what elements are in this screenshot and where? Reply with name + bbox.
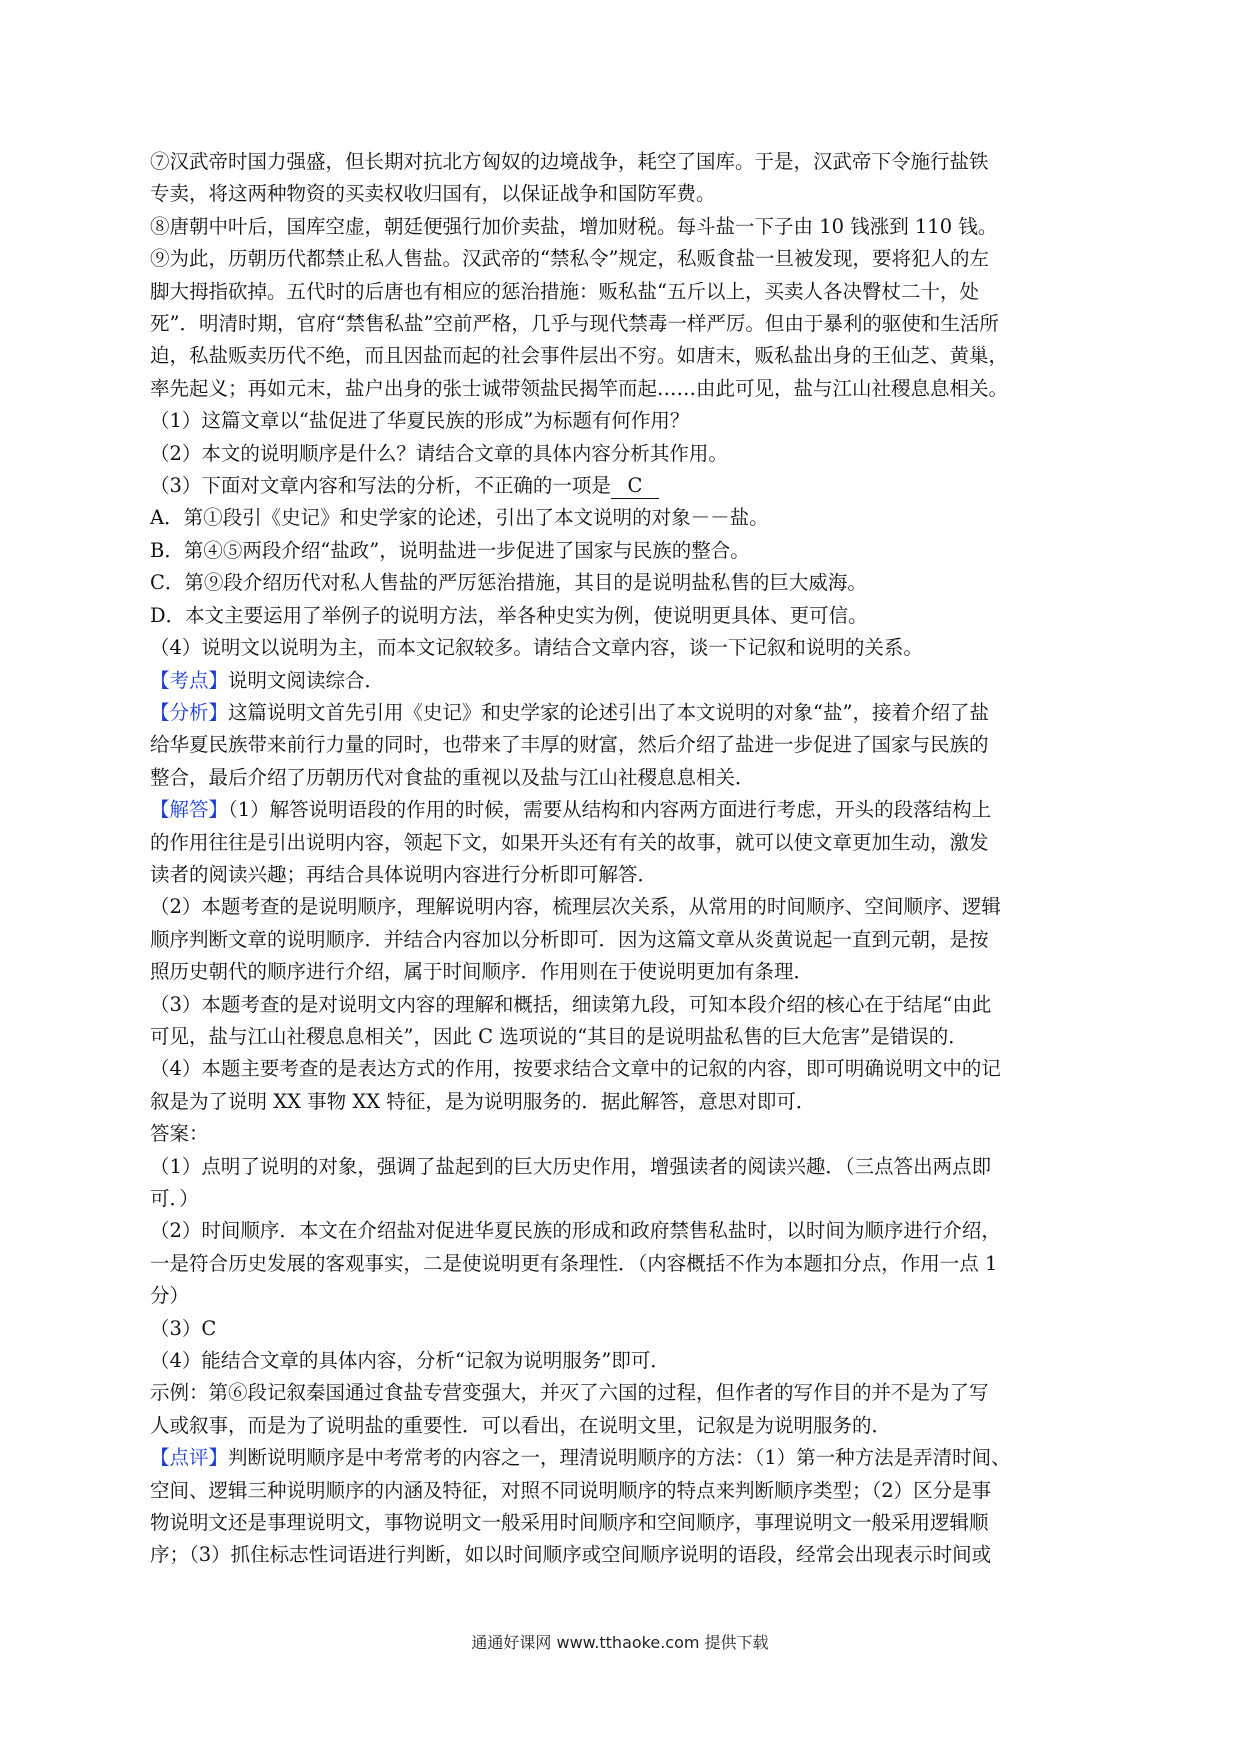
- kaodian-section: [150, 665, 1100, 697]
- jieda-line: 顺序判断文章的说明顺序．并结合内容加以分析即可．因为这篇文章从炎黄说起一直到元朝，是按: [150, 927, 989, 951]
- answer-line: 可．）: [150, 1187, 199, 1210]
- fenxi-line: 给华夏民族带来前行力量的同时，也带来了丰厚的财富，然后介绍了盐进一步促进了国家与民族的: [150, 733, 989, 757]
- dianping-line: 空间、逻辑三种说明顺序的内涵及特征，对照不同说明顺序的特点来判断顺序类型；（2）区分是事: [150, 1478, 992, 1502]
- kaodian-tag: 【考点】: [150, 668, 229, 692]
- fenxi-line: 这篇说明文首先引用《史记》和史学家的论述引出了本文说明的对象“盐”，接着介绍了盐: [228, 700, 989, 724]
- passage-line: ⑦汉武帝时国力强盛，但长期对抗北方匈奴的边境战争，耗空了国库。于是，汉武帝下令施行盐铁: [150, 150, 989, 173]
- fenxi-line: 整合，最后介绍了历朝历代对食盐的重视以及盐与江山社稷息息相关．: [150, 765, 755, 789]
- fenxi-section: [150, 697, 1100, 729]
- jieda-tag: 【解答】: [150, 798, 229, 822]
- jieda-line: （1）解答说明语段的作用的时候，需要从结构和内容两方面进行考虑，开头的段落结构上: [228, 798, 992, 822]
- passage-line: 率先起义；再如元末，盐户出身的张士诚带领盐民揭竿而起……由此可见，盐与江山社稷息息相关。: [150, 376, 1009, 400]
- jieda-line: （4）本题主要考查的是表达方式的作用，按要求结合文章中的记叙的内容，即可明确说明文中的记: [150, 1057, 1001, 1081]
- jieda-line: 读者的阅读兴趣；再结合具体说明内容进行分析即可解答．: [150, 862, 658, 886]
- option-b: B．第④⑤两段介绍“盐政”，说明盐进一步促进了国家与民族的整合。: [150, 538, 750, 562]
- answer-line: 示例：第⑥段记叙秦国通过食盐专营变强大，并灭了六国的过程，但作者的写作目的并不是为了写: [150, 1381, 989, 1405]
- dianping-tag: 【点评】: [150, 1446, 229, 1470]
- page-footer: 通通好课网 www.tthaoke.com 提供下载: [471, 1633, 769, 1652]
- passage-line: ⑨为此，历朝历代都禁止私人售盐。汉武帝的“禁私令”规定，私贩食盐一旦被发现，要将犯人的左: [150, 247, 989, 271]
- passage-line: 迫，私盐贩卖历代不绝，而且因盐而起的社会事件层出不穷。如唐末，贩私盐出身的王仙芝、黄巢，: [150, 344, 1009, 368]
- fenxi-tag: 【分析】: [150, 700, 229, 724]
- answer-blank: C: [611, 474, 659, 499]
- question-3: [150, 470, 1100, 502]
- document-body: [150, 146, 1100, 1572]
- question-3-prefix: （3）下面对文章内容和写法的分析，不正确的一项是: [150, 474, 611, 498]
- kaodian-text: 说明文阅读综合．: [228, 668, 385, 692]
- jieda-line: 可见，盐与江山社稷息息相关”，因此 C 选项说的“其目的是说明盐私售的巨大危害”是错误的．: [150, 1024, 968, 1048]
- dianping-section: [150, 1442, 1100, 1474]
- dianping-line: 物说明文还是事理说明文，事物说明文一般采用时间顺序和空间顺序，事理说明文一般采用逻辑顺: [150, 1511, 989, 1535]
- dianping-line: 判断说明顺序是中考常考的内容之一，理清说明顺序的方法：（1）第一种方法是弄清时间、: [228, 1446, 1011, 1470]
- option-d: D．本文主要运用了举例子的说明方法，举各种史实为例，使说明更具体、更可信。: [150, 603, 868, 627]
- answer-line: 分）: [150, 1284, 190, 1308]
- passage-line: 死”．明清时期，官府“禁售私盐”空前严格，几乎与现代禁毒一样严厉。但由于暴利的驱使和生活所: [150, 312, 999, 336]
- dianping-line: 序；（3）抓住标志性词语进行判断，如以时间顺序或空间顺序说明的语段，经常会出现表示时间或: [150, 1543, 992, 1567]
- answer-line: （1）点明了说明的对象，强调了盐起到的巨大历史作用，增强读者的阅读兴趣．（三点答出两点即: [150, 1154, 992, 1178]
- answer-line: （3）C: [150, 1316, 217, 1340]
- passage-line: ⑧唐朝中叶后，国库空虚，朝廷便强行加价卖盐，增加财税。每斗盐一下子由 10 钱涨到 110 钱。: [150, 214, 998, 238]
- answer-heading: 答案：: [150, 1122, 209, 1146]
- option-c: C．第⑨段介绍历代对私人售盐的严厉惩治措施，其目的是说明盐私售的巨大威海。: [150, 571, 867, 595]
- question-1: （1）这篇文章以“盐促进了华夏民族的形成”为标题有何作用？: [150, 409, 690, 433]
- question-2: （2）本文的说明顺序是什么？请结合文章的具体内容分析其作用。: [150, 441, 728, 465]
- jieda-line: （2）本题考查的是说明顺序，理解说明内容，梳理层次关系，从常用的时间顺序、空间顺序、逻辑: [150, 895, 1001, 919]
- passage-line: 专卖，将这两种物资的买卖权收归国有，以保证战争和国防军费。: [150, 182, 716, 206]
- passage-line: 脚大拇指砍掉。五代时的后唐也有相应的惩治措施：贩私盐“五斤以上，买卖人各决臀杖二十，处: [150, 279, 979, 303]
- answer-line: 一是符合历史发展的客观事实，二是使说明更有条理性．（内容概括不作为本题扣分点，作用一点 1: [150, 1251, 998, 1275]
- option-a: A．第①段引《史记》和史学家的论述，引出了本文说明的对象－－盐。: [150, 506, 769, 530]
- jieda-section: [150, 794, 1100, 826]
- answer-line: 人或叙事，而是为了说明盐的重要性．可以看出，在说明文里，记叙是为说明服务的．: [150, 1413, 892, 1437]
- jieda-line: 照历史朝代的顺序进行介绍，属于时间顺序．作用则在于使说明更加有条理．: [150, 960, 814, 984]
- jieda-line: （3）本题考查的是对说明文内容的理解和概括，细读第九段，可知本段介绍的核心在于结尾“由此: [150, 992, 992, 1016]
- jieda-line: 叙是为了说明 XX 事物 XX 特征，是为说明服务的．据此解答，意思对即可．: [150, 1089, 816, 1113]
- answer-line: （2）时间顺序．本文在介绍盐对促进华夏民族的形成和政府禁售私盐时，以时间为顺序进行介绍，: [150, 1219, 1001, 1243]
- question-4: （4）说明文以说明为主，而本文记叙较多。请结合文章内容，谈一下记叙和说明的关系。: [150, 636, 923, 660]
- answer-line: （4）能结合文章的具体内容，分析“记叙为说明服务”即可．: [150, 1349, 670, 1373]
- jieda-line: 的作用往往是引出说明内容，领起下文，如果开头还有有关的故事，就可以使文章更加生动，激发: [150, 830, 989, 854]
